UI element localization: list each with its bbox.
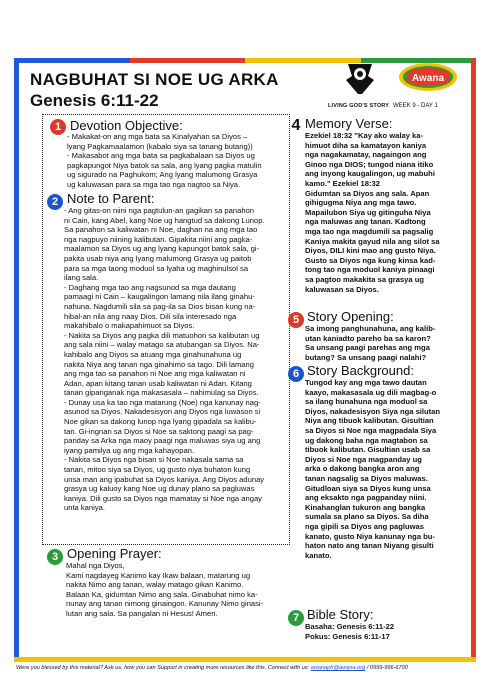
note-to-parent-heading: Note to Parent: (67, 191, 155, 206)
bible-story-text: Basaha: Genesis 6:11-22 Pokus: Genesis 6:11-17 (305, 622, 395, 641)
story-background-heading: Story Background: (307, 363, 414, 378)
story-background-text: Tungod kay ang mga tawo dautan kaayo, makasasala ug dili magbag-o sa ilang hunahuna nga moduol sa Diyos, nakadesisyon Siya nga silutan Niya ang tibuok kalibutan. Gisultian sa Diyos si Noe nga magpadala Siya ug dakong baha nga magtabon sa tibuok kalibutan. Gisultian usab sa Diyos si Noe nga magpanday ug arka o dakong bangka aron ang tanan nagsalig sa Diyos maluwas. Gitudloan siya sa Diyos kung unsa ang eksakto nga pagpanday niini. Kinahanglan tukuron ang bangka sumala sa plano sa Diyos. Sa diha nga gipili sa Diyos ang pagluwas kanato, gusto Niya kanunay nga bu- haton nato ang tanan Niyang gisulti kanato. (305, 378, 441, 560)
note-to-parent-text: - Ang gitas-on niini nga pagtulun-an gagikan sa panahon ni Cain, kang Abel, kang Noe ug hangtud sa dakong Lunop. Sa panahon sa kaliwatan ni Noe, daghan na ang mga tao nga nagpuyo niining kalibutan. Gipakita niini ang pagka- maalamon sa Diyos ug ang lyang kapungot batok sala, gi- pakita usab niya ang lyang malumong Grasya ug paitob para sa mga taong moduol sa lyaha ug maghinulsol sa ilang sala. - Daghang mga tao ang nagsunod sa mga dautang pamaagi ni Cain – kaugalingon lamang nila ilang ginahu- nahuna. Nagdumili sila sa pag-ila sa Dios bisan kung na- hibal-an nila ang naay Dios. Dili sila interesado nga makahibalo o makapahimuot sa Diyos. - Nakita sa Diyos ang pagka dili matuohon sa kalibutan ug ang sala niini – walay matago sa atubangan sa Diyos. Na- kahibalo ang Diyos sa atuang mga ginahunahuna ug nakita Niya ang tanan nga ginahimo sa tago. Dili lamang ang mga tao sa panahon ni Noe ang mga kaliwatan ni Adan, apan kitang tanan usab kaliwatan ni Adan. Kitang tanan gipanganak nga makasasala – nahimulag sa Diyos. - Dunay usa ka tao nga matarung (Noe) nga kanunay nag- asunod sa Diyos. Nakadesisyon ang Diyos nga luwason si Noe gikan sa dakong lunop nga lyang gipadala sa kalibu- tan. Gi-ingnan sa Diyos si Noe sa saktong paagi sa pag- panday sa Arka nga maoy paagi nga maluwas siya ug ang iyang pamilya ug ang mga kahayopan. - Nakita sa Diyos nga bisan si Noe nakasala sama sa tanan, mitoo siya sa Diyos, ug gusto niya buhaton kung unsa man ang ipabuhat sa Diyos kaniya. Ang Diyos adunay grasya ug kaluoy kang Noe ug dunay plano sa pagluwas kaniya. Dili gusto sa Diyos nga mamatay si Noe nga angay unta kaniya. (64, 206, 265, 513)
story-opening-heading: Story Opening: (307, 309, 394, 324)
logo-caption: LIVING GOD'S STORY (328, 103, 390, 109)
frame-bottom-bar (14, 657, 476, 662)
section-number-badge: 4 (291, 117, 301, 134)
frame-right-bar (471, 58, 476, 662)
footer-text: Were you blessed by this material? Ask us, how you can Support in creating more resources like this. Connect with us: (16, 665, 311, 671)
opening-prayer-text: Mahal nga Diyos, Kami nagdayeg Kanimo kay Ikaw balaan, matarung ug nakita Nimo ang tanan, walay matago gikan Kanimo. Balaan Ka, gidumtan Nimo ang sala. Ginabuhat nimo ka- nunay ang tanan nimong ginaingon. Kanunay Nimo ginasi- lutan ang sala. Sa pangalan ni Hesus! Amen. (66, 561, 264, 618)
memory-verse-text: Ezekiel 18:32 "Kay ako walay ka- himuot diha sa kamatayon kaniya nga nagakamatay, nagaingon ang Ginoo nga DIOS; tungod niana itiko ang inyong kaugalingon, ug mabuhi kamo." Ezekiel 18:32 Gidumtan sa Diyos ang sala. Apan gihigugma Niya ang mga tawo. Mapailubon Siya ug gitinguha Niya nga maluwas ang tanan. Kadtong mga tao nga magdumili sa pagsalig Kaniya makita gayud nila ang silot sa Diyos, DILI kini mao ang gusto Niya. Gusto sa Diyos nga kung kinsa kad- tong tao nga moduol kaniya pinaagi sa pagtoo makakita sa grasya ug kaluwasan sa Diyos. (305, 131, 440, 294)
devotion-objective-heading: Devotion Objective: (70, 118, 183, 133)
bible-story-heading: Bible Story: (307, 607, 374, 622)
footer-note (16, 665, 408, 671)
memory-verse-heading: Memory Verse: (305, 116, 393, 131)
scripture-reference: Genesis 6:11-22 (30, 91, 159, 110)
opening-prayer-heading: Opening Prayer: (67, 546, 162, 561)
contact-email-link[interactable]: awanaph@awana.org (310, 665, 366, 671)
page-title: NAGBUHAT SI NOE UG ARKA (30, 70, 279, 89)
svg-text:Awana: Awana (411, 73, 445, 84)
section-number-badge: 7 (288, 610, 304, 626)
section-number-badge: 2 (47, 194, 63, 210)
awana-clubs-logo (397, 60, 459, 96)
living-gods-story-logo (340, 60, 380, 96)
frame-left-bar (14, 58, 19, 662)
contact-phone: / 0999-996-6700 (365, 665, 408, 671)
section-number-badge: 5 (288, 312, 304, 328)
devotion-objective-text: - Makakat-on ang mga bata sa Kinalyahan sa Diyos – lyang Pagkamaalamon (kabalo siya sa tanang butang)) - Makasabot ang mga bata sa pagkabalaan sa Diyos ug pagkapungot Niya batok sa sala, ang lyang pagka matulin ug sigurado na Paghukom; Ang lyang malumong Grasya ug kaluwasan para sa mga tao nga nagtoo sa Niya. (67, 132, 262, 189)
section-number-badge: 6 (288, 366, 304, 382)
week-label: WEEK 9 - DAY 1 (393, 103, 438, 109)
story-opening-text: Sa imong panghunahuna, ang kalib- utan kaniadto pareho ba sa karon? Sa unsang paagi parehas ang mga butang? Sa unsang paagi nalahi? (305, 324, 436, 362)
section-number-badge: 3 (47, 549, 63, 565)
section-number-badge: 1 (50, 119, 66, 135)
